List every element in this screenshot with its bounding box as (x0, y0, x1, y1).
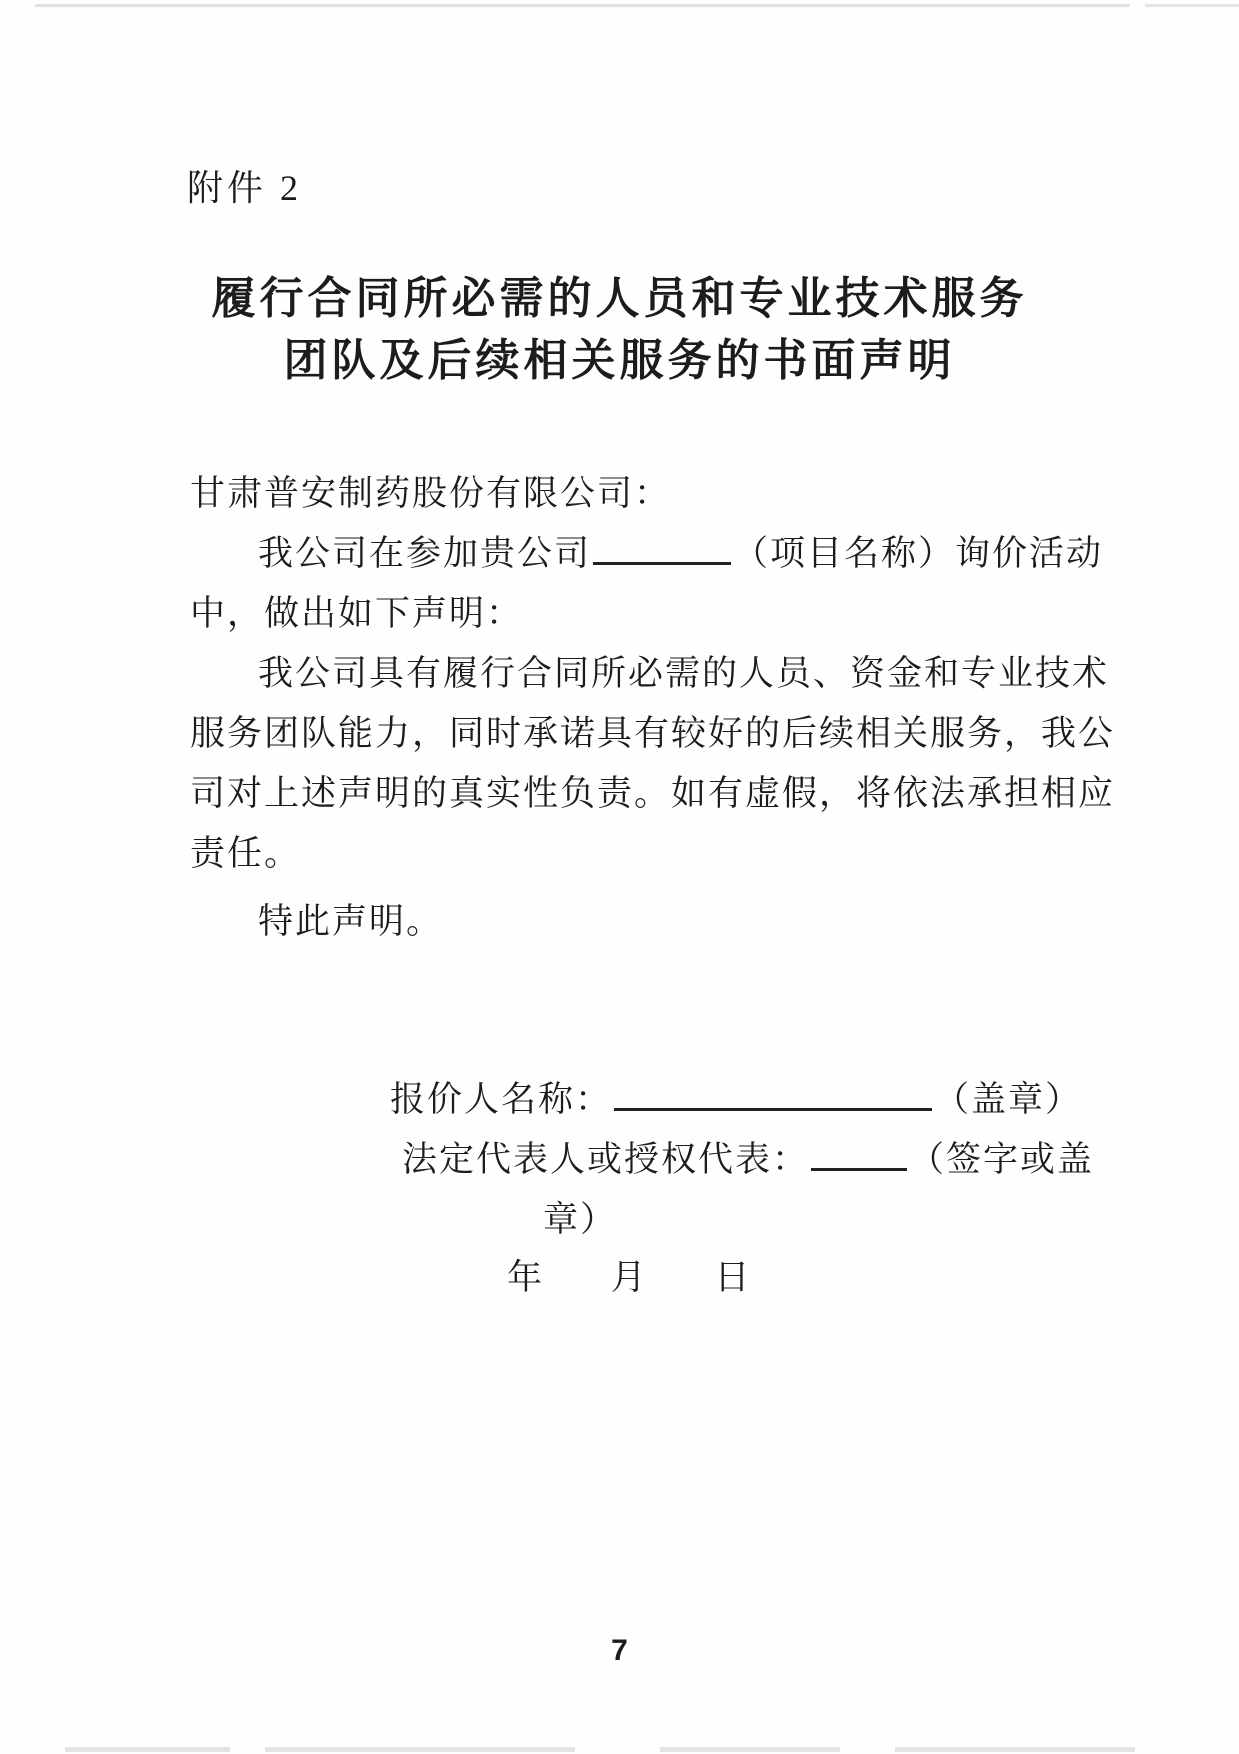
paragraph2-line4: 责任。 (190, 834, 302, 873)
date-month-label: 月 (610, 1258, 648, 1297)
project-name-blank-field (593, 532, 731, 565)
salutation-line: 甘肃普安制药股份有限公司： (190, 474, 672, 513)
paragraph2-line3: 司对上述声明的真实性负责。如有虚假，将依法承担相应 (190, 774, 1116, 813)
date-line (507, 1250, 752, 1300)
representative-blank-field (811, 1138, 907, 1171)
attachment-label: 附件 2 (187, 168, 303, 208)
paragraph1-line1 (258, 532, 1103, 576)
document-title-line-1: 履行合同所必需的人员和专业技术服务 (211, 274, 1028, 323)
bidder-name-blank-field (614, 1078, 932, 1111)
seal-note: （盖章） (934, 1080, 1083, 1119)
scan-artifact-top-line-right (1145, 4, 1239, 7)
sign-or-seal-note-part2: 章） (543, 1200, 618, 1239)
paragraph1-line1-prefix: 我公司在参加贵公司 (258, 534, 592, 573)
scan-artifact-bottom-dash (265, 1747, 575, 1752)
scan-artifact-bottom-dash (895, 1747, 1135, 1752)
paragraph2-line1: 我公司具有履行合同所必需的人员、资金和专业技术 (258, 654, 1110, 693)
scan-artifact-bottom-dash (65, 1747, 230, 1752)
bidder-name-label: 报价人名称： (390, 1080, 613, 1119)
paragraph2-line2: 服务团队能力，同时承诺具有较好的后续相关服务，我公 (190, 714, 1116, 753)
paragraph1-line2: 中，做出如下声明： (190, 594, 524, 633)
paragraph1-line1-suffix: （项目名称）询价活动 (733, 534, 1104, 573)
scan-artifact-bottom-dash (660, 1747, 840, 1752)
representative-label: 法定代表人或授权代表： (402, 1140, 810, 1179)
closing-statement: 特此声明。 (258, 902, 444, 941)
page-number: 7 (611, 1634, 628, 1667)
signature-representative-line (402, 1132, 1094, 1182)
sign-or-seal-note-part1: （签字或盖 (909, 1140, 1095, 1179)
document-title (0, 268, 1239, 392)
signature-name-line (390, 1072, 1082, 1122)
scan-artifact-top-line (35, 4, 1130, 7)
document-title-line-2: 团队及后续相关服务的书面声明 (283, 336, 956, 385)
date-day-label: 日 (714, 1258, 752, 1297)
date-year-label: 年 (507, 1258, 545, 1297)
